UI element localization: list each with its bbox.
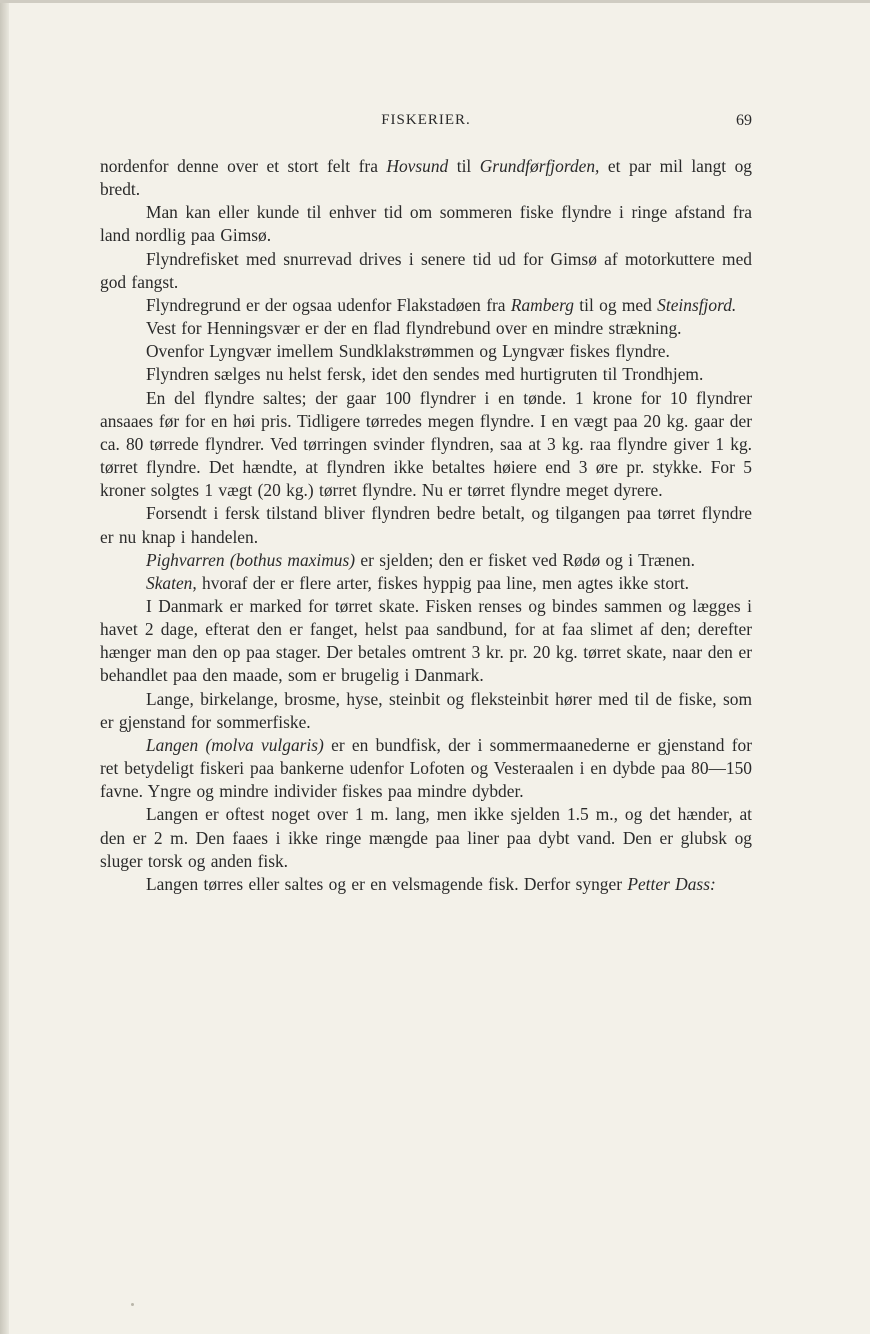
text-run: Ovenfor Lyngvær imellem Sundklakstrømmen og Lyngvær fiskes flyndre. [146, 341, 670, 362]
text-run: Langen tørres eller saltes og er en velsmagende fisk. Derfor synger [146, 873, 628, 894]
text-run: En del flyndre saltes; der gaar 100 flyndrer i en tønde. 1 krone for 10 flyndrer ansaaes før for en høi pris. Tidligere tørredes megen flyndre. I en vægt paa 20 kg. gaar der ca. 80 tørrede flyndrer. Ved tørringen svinder flyndren, saa at 3 kg. raa flyndre giver 1 kg. tørret flyndre. Det hændte, at flyndren ikke betaltes høiere end 3 øre pr. stykke. For 5 kroner solgtes 1 vægt (20 kg.) tørret flyndre. Nu er tørret flyndre meget dyrere. [100, 387, 752, 501]
text-run: Forsendt i fersk tilstand bliver flyndren bedre betalt, og tilgangen paa tørret flyndre er nu knap i handelen. [100, 503, 752, 547]
text-run: Man kan eller kunde til enhver tid om sommeren fiske flyndre i ringe afstand fra land nordlig paa Gimsø. [100, 202, 752, 246]
paragraph [100, 549, 752, 572]
text-run: Flyndrefisket med snurrevad drives i senere tid ud for Gimsø af motorkuttere med god fangst. [100, 248, 752, 292]
italic-text: Hovsund [386, 156, 449, 176]
text-run: Vest for Henningsvær er der en flad flyndrebund over en mindre strækning. [146, 318, 682, 339]
paragraph [100, 248, 752, 294]
paragraph [100, 572, 752, 595]
italic-text: Grundførfjorden, [479, 156, 600, 176]
italic-text: Petter Dass: [627, 873, 716, 894]
text-run: er en bundfisk, der i sommermaanederne er gjenstand for ret betydeligt fiskeri paa bankerne udenfor Lofoten og Vesteraalen i en dybde paa 80—150 favne. Yngre og mindre individer fiskes paa mindre dybder. [100, 734, 752, 802]
paragraph [100, 340, 752, 363]
text-run: Langen er oftest noget over 1 m. lang, men ikke sjelden 1.5 m., og det hænder, at den er 2 m. Den faaes i ikke ringe mængde paa liner paa dybt vand. Den er glubsk og sluger torsk og anden fisk. [100, 804, 752, 871]
page-edge [0, 0, 9, 1334]
italic-text: Ramberg [510, 294, 574, 315]
paragraph [100, 201, 752, 247]
paragraph [100, 155, 752, 201]
page-edge-top [0, 0, 870, 3]
italic-text: Pighvarren (bothus maximus) [146, 549, 356, 570]
text-run: Lange, birkelange, brosme, hyse, steinbit og fleksteinbit hører med til de fiske, som er gjenstand for sommerfiske. [100, 688, 752, 732]
text-run: Flyndren sælges nu helst fersk, idet den sendes med hurtigruten til Trondhjem. [146, 364, 704, 385]
paragraph [100, 387, 752, 503]
text-run: Flyndregrund er der ogsaa udenfor Flakstadøen fra [146, 294, 511, 315]
paragraph [100, 595, 752, 688]
page-number: 69 [736, 112, 752, 129]
paragraph [100, 873, 752, 896]
running-head: FISKERIER. [381, 112, 471, 128]
paragraph [100, 734, 752, 803]
text-run: til og med [573, 294, 658, 315]
body-text [100, 155, 752, 896]
text-run: er sjelden; den er fisket ved Rødø og i Trænen. [355, 549, 695, 570]
paragraph [100, 688, 752, 734]
italic-text: Langen (molva vulgaris) [146, 734, 324, 755]
paper-speck [131, 1303, 134, 1306]
text-run: hvoraf der er flere arter, fiskes hyppig paa line, men agtes ikke stort. [196, 572, 689, 593]
paragraph [100, 294, 752, 317]
paragraph [100, 317, 752, 340]
paragraph [100, 363, 752, 386]
page-header [100, 112, 752, 134]
italic-text: Skaten, [146, 572, 197, 593]
text-run: nordenfor denne over et stort felt fra [100, 156, 387, 176]
text-run: et par mil langt og bredt. [100, 156, 752, 200]
text-run: I Danmark er marked for tørret skate. Fisken renses og bindes sammen og lægges i havet 2 dage, efterat den er fanget, helst paa sandbund, for at faa slimet af den; derefter hænger man den op paa stager. Der betales omtrent 3 kr. pr. 20 kg. tørret skate, naar den er behandlet paa den maade, som er brugelig i Danmark. [100, 595, 752, 686]
paragraph [100, 803, 752, 872]
paragraph [100, 502, 752, 548]
italic-text: Steinsfjord. [657, 294, 737, 315]
text-run: til [448, 156, 480, 176]
